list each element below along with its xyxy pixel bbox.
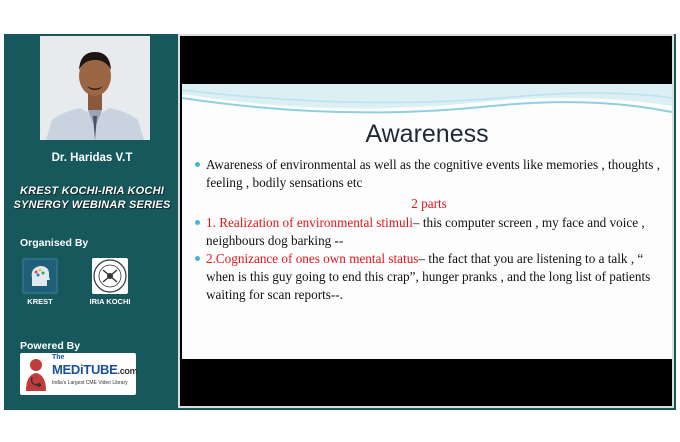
iria-kochi-logo [92, 258, 128, 294]
krest-caption: KREST [27, 297, 53, 306]
krest-logo [22, 258, 58, 294]
bullet2-text: – this computer screen , my face and voice , neighbours dog barking -- [206, 215, 645, 248]
bullet-dot-icon [195, 162, 200, 167]
bullet-awareness-definition [194, 156, 664, 192]
meditube-tagline: India's Largest CME Video Library [52, 380, 128, 386]
slide-body [194, 156, 664, 304]
meditube-the: The [52, 354, 65, 361]
bullet2-highlight: 1. Realization of environmental stimuli [206, 215, 413, 230]
meditube-domain: .com [117, 366, 138, 376]
slide-header-wave-icon [182, 84, 672, 124]
powered-by-label: Powered By [20, 340, 81, 352]
bullet-environmental-stimuli [194, 214, 664, 250]
bullet-mental-status [194, 250, 664, 304]
speaker-name: Dr. Haridas V.T [51, 152, 133, 164]
organised-by-label: Organised By [20, 237, 89, 249]
meditube-brand [52, 362, 137, 377]
meditube-logo[interactable] [20, 353, 136, 395]
bullet3-highlight: 2.Cognizance of ones own mental status [206, 251, 419, 266]
iria-seal-icon [92, 258, 128, 294]
series-title-line2: SYNERGY WEBINAR SERIES [13, 199, 171, 211]
parts-heading: 2 parts [411, 196, 447, 211]
person-silhouette-icon [40, 36, 150, 140]
series-title-line1: KREST KOCHI-IRIA KOCHI [20, 185, 164, 197]
bullet-dot-icon [195, 256, 200, 261]
bullet-dot-icon [195, 220, 200, 225]
iria-kochi-caption: IRIA KOCHI [89, 297, 131, 306]
slide-title: Awareness [365, 120, 489, 148]
bullet1-text: Awareness of environmental as well as the cognitive events like memories , thoughts , feeling , bodily sensations etc [206, 157, 661, 190]
presentation-slide [182, 84, 672, 359]
speaker-photo [40, 36, 150, 140]
meditube-doctor-icon [22, 355, 52, 393]
krest-head-icon [22, 258, 58, 294]
bullet3-text: – the fact that you are listening to a talk , “ when is this guy going to end this crap”, hunger pranks , and the long list of patients waiting for scan reports--. [206, 251, 651, 302]
meditube-brand-text: MEDiTUBE [52, 362, 118, 377]
webinar-series-title [4, 184, 180, 212]
